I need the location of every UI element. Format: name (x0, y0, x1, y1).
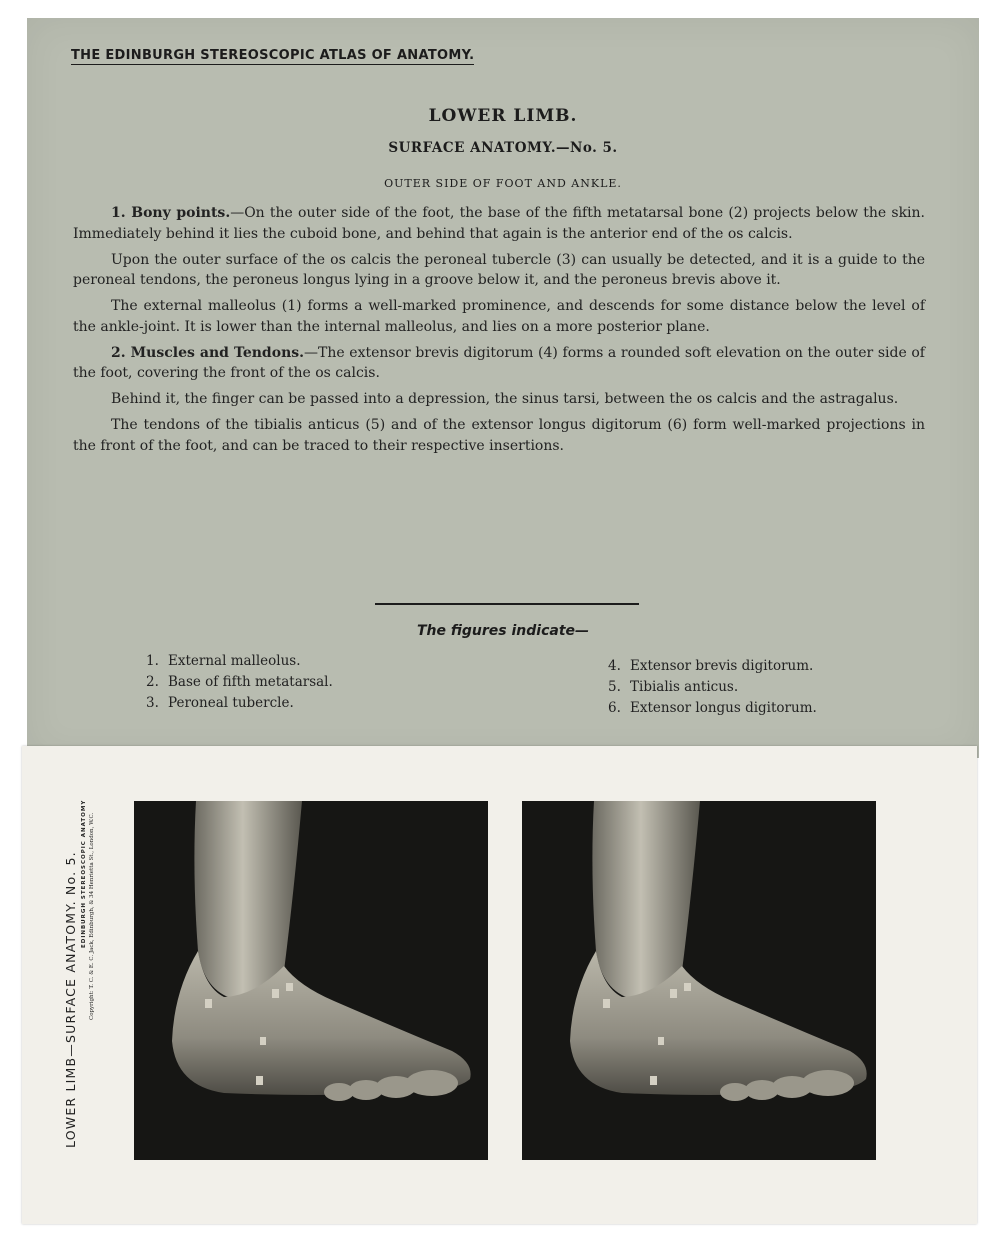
figures-heading: The figures indicate— (416, 623, 590, 639)
paragraph-heading: 2. Muscles and Tendons. (111, 344, 304, 361)
paragraph (73, 203, 925, 244)
legend-item (146, 672, 333, 693)
legend-number: 1. (146, 653, 159, 669)
legend-label: Extensor longus digitorum. (630, 700, 817, 716)
legend-label: Base of fifth metatarsal. (168, 674, 333, 690)
paragraph-text: Upon the outer surface of the os calcis the peroneal tubercle (3) can usually be detected, and it is a guide to the peroneal tendons, the peroneus longus lying in a groove below it, and the peroneus brevis above it. (73, 251, 925, 288)
series-title: THE EDINBURGH STEREOSCOPIC ATLAS OF ANATOMY. (71, 48, 475, 63)
stereo-photo-left (134, 801, 488, 1160)
legend-number: 2. (146, 674, 159, 690)
foot-illustration (522, 801, 876, 1160)
paragraph-text: —The extensor brevis digitorum (4) forms a rounded soft elevation on the outer side of the foot, covering the front of the os calcis. (73, 344, 925, 381)
paragraph-text: Behind it, the finger can be passed into a depression, the sinus tarsi, between the os calcis and the astragalus. (111, 391, 899, 407)
legend-label: Extensor brevis digitorum. (630, 658, 814, 674)
foot-illustration (134, 801, 488, 1160)
card-side-caption (63, 788, 95, 1148)
figure-legend-right (608, 656, 817, 719)
paragraph-text: The external malleolus (1) forms a well-marked prominence, and descends for some distance below the level of the ankle-joint. It is lower than the internal malleolus, and lies on a more posterior plane. (73, 298, 925, 335)
paragraph (73, 296, 925, 337)
legend-label: Peroneal tubercle. (168, 695, 294, 711)
legend-item (608, 656, 817, 677)
legend-number: 4. (608, 658, 621, 674)
legend-item (146, 693, 333, 714)
legend-item (608, 677, 817, 698)
card-publisher: EDINBURGH STEREOSCOPIC ANATOMY (81, 799, 87, 948)
figure-legend-left (146, 651, 333, 714)
legend-item (608, 698, 817, 719)
card-title: LOWER LIMB—SURFACE ANATOMY. No. 5. (63, 851, 78, 1148)
divider-rule (375, 603, 639, 605)
paragraph (73, 389, 925, 410)
plate-region: OUTER SIDE OF FOOT AND ANKLE. (384, 177, 622, 190)
description-text (73, 203, 925, 462)
paragraph (73, 343, 925, 384)
text-sheet (27, 18, 979, 758)
legend-number: 5. (608, 679, 621, 695)
stereo-photo-right (522, 801, 876, 1160)
legend-number: 3. (146, 695, 159, 711)
legend-label: Tibialis anticus. (630, 679, 739, 695)
paragraph-text: The tendons of the tibialis anticus (5) and of the extensor longus digitorum (6) form well-marked projections in the front of the foot, and can be traced to their respective insertions. (73, 417, 925, 454)
paragraph-text: —On the outer side of the foot, the base of the fifth metatarsal bone (2) projects below the skin. Immediately behind it lies the cuboid bone, and behind that again is the anterior end of the os calcis. (73, 205, 925, 242)
legend-item (146, 651, 333, 672)
legend-number: 6. (608, 700, 621, 716)
card-copyright: Copyright: T. C. & E. C. Jack, Edinburgh, & 34 Henrietta St., London, W.C. (89, 812, 95, 1020)
paragraph (73, 250, 925, 291)
legend-label: External malleolus. (168, 653, 301, 669)
plate-subtitle: SURFACE ANATOMY.—No. 5. (388, 140, 618, 156)
paragraph-heading: 1. Bony points. (111, 205, 231, 221)
paragraph (73, 415, 925, 456)
plate-title: LOWER LIMB. (428, 106, 578, 126)
